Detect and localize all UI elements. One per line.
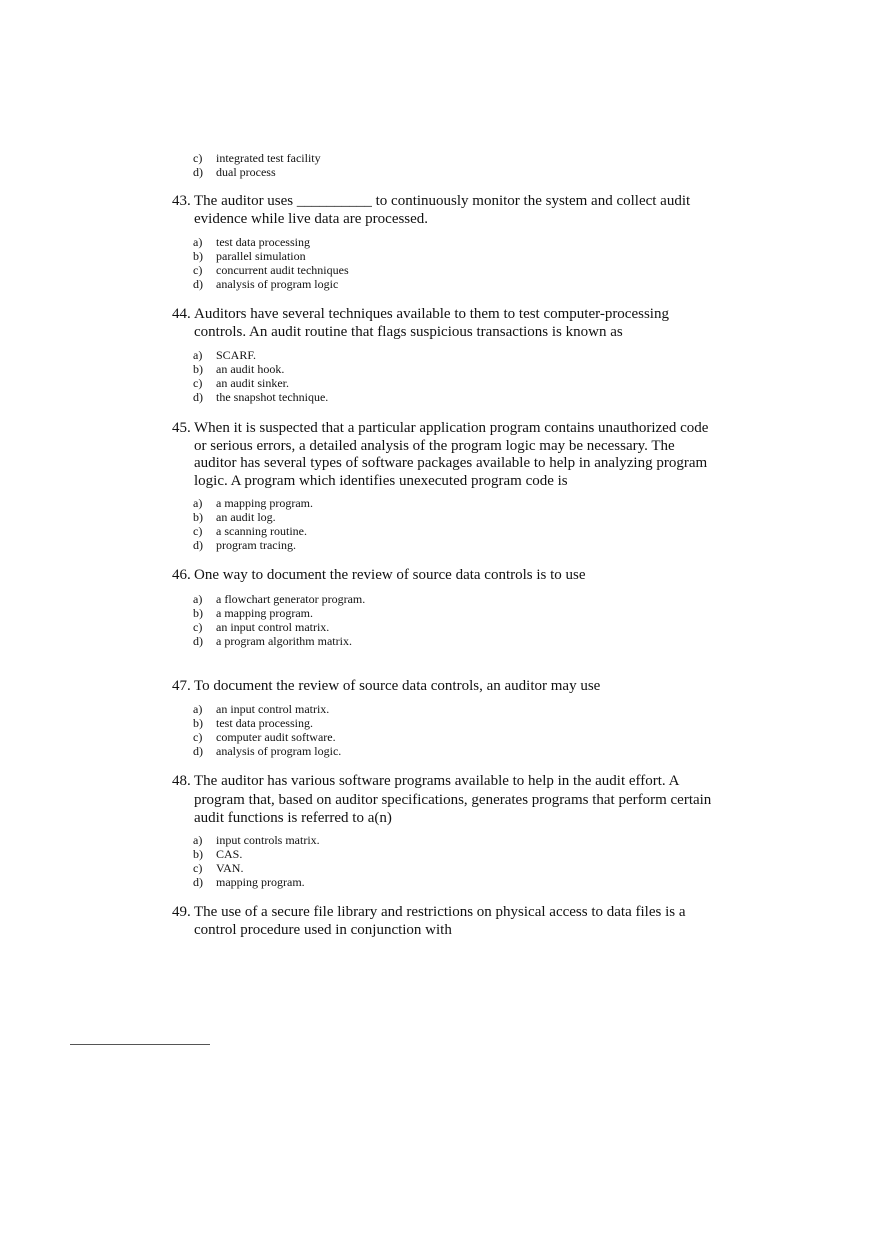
question-number: 46.	[172, 567, 191, 583]
option-text: test data processing.	[216, 716, 313, 730]
option-text: an input control matrix.	[216, 702, 330, 716]
option-text: concurrent audit techniques	[216, 263, 349, 277]
option-letter: a)	[193, 235, 203, 249]
option-letter: c)	[193, 524, 203, 538]
option-letter: d)	[193, 538, 203, 552]
option-letter: a)	[193, 592, 203, 606]
option-text: a program algorithm matrix.	[216, 634, 352, 648]
question-number: 44.	[172, 306, 191, 322]
question-number: 43.	[172, 193, 191, 209]
option-text: test data processing	[216, 235, 310, 249]
question-text: audit functions is referred to a(n)	[194, 810, 392, 826]
option-letter: c)	[193, 730, 203, 744]
option-letter: d)	[193, 390, 203, 404]
question-number: 49.	[172, 904, 191, 920]
question-text: Auditors have several techniques available to them to test computer-processing	[194, 306, 669, 322]
option-text: the snapshot technique.	[216, 390, 329, 404]
option-text: input controls matrix.	[216, 833, 320, 847]
option-letter: d)	[193, 165, 203, 179]
option-letter: b)	[193, 510, 203, 524]
question-text: control procedure used in conjunction with	[194, 922, 452, 938]
question-text: or serious errors, a detailed analysis of the program logic may be necessary. The	[194, 438, 675, 454]
option-letter: b)	[193, 362, 203, 376]
option-letter: b)	[193, 716, 203, 730]
option-letter: a)	[193, 702, 203, 716]
option-text: computer audit software.	[216, 730, 336, 744]
option-text: an input control matrix.	[216, 620, 330, 634]
option-text: an audit hook.	[216, 362, 285, 376]
question-text: When it is suspected that a particular application program contains unauthorized code	[194, 420, 709, 436]
option-letter: b)	[193, 249, 203, 263]
question-text: logic. A program which identifies unexecuted program code is	[194, 473, 568, 489]
option-text: VAN.	[216, 861, 244, 875]
question-number: 45.	[172, 420, 191, 436]
option-letter: b)	[193, 847, 203, 861]
option-letter: c)	[193, 263, 203, 277]
option-text: analysis of program logic	[216, 277, 339, 291]
option-letter: a)	[193, 496, 203, 510]
option-text: analysis of program logic.	[216, 744, 342, 758]
option-text: parallel simulation	[216, 249, 306, 263]
option-text: an audit log.	[216, 510, 276, 524]
option-letter: a)	[193, 833, 203, 847]
question-text: controls. An audit routine that flags suspicious transactions is known as	[194, 324, 623, 340]
question-text: One way to document the review of source data controls is to use	[194, 567, 586, 583]
option-text: dual process	[216, 165, 276, 179]
option-text: a mapping program.	[216, 606, 313, 620]
option-letter: d)	[193, 744, 203, 758]
option-letter: d)	[193, 634, 203, 648]
option-text: SCARF.	[216, 348, 257, 362]
option-letter: c)	[193, 151, 203, 165]
question-text: auditor has several types of software packages available to help in analyzing program	[194, 455, 708, 471]
question-text: program that, based on auditor specifications, generates programs that perform certain	[194, 792, 712, 808]
option-text: mapping program.	[216, 875, 305, 889]
option-letter: d)	[193, 875, 203, 889]
footnote-separator	[70, 1044, 210, 1045]
question-text: To document the review of source data controls, an auditor may use	[194, 678, 601, 694]
option-text: integrated test facility	[216, 151, 321, 165]
option-letter: d)	[193, 277, 203, 291]
question-text: evidence while live data are processed.	[194, 211, 429, 227]
question-text: The auditor uses __________ to continuously monitor the system and collect audit	[194, 193, 691, 209]
option-text: CAS.	[216, 847, 243, 861]
option-text: a scanning routine.	[216, 524, 307, 538]
option-letter: c)	[193, 620, 203, 634]
option-letter: c)	[193, 861, 203, 875]
option-text: an audit sinker.	[216, 376, 289, 390]
option-letter: a)	[193, 348, 203, 362]
question-text: The use of a secure file library and restrictions on physical access to data files is a	[194, 904, 686, 920]
option-text: a flowchart generator program.	[216, 592, 366, 606]
option-letter: c)	[193, 376, 203, 390]
option-text: program tracing.	[216, 538, 296, 552]
question-number: 48.	[172, 773, 191, 789]
question-number: 47.	[172, 678, 191, 694]
option-text: a mapping program.	[216, 496, 313, 510]
question-text: The auditor has various software programs available to help in the audit effort. A	[194, 773, 680, 789]
option-letter: b)	[193, 606, 203, 620]
